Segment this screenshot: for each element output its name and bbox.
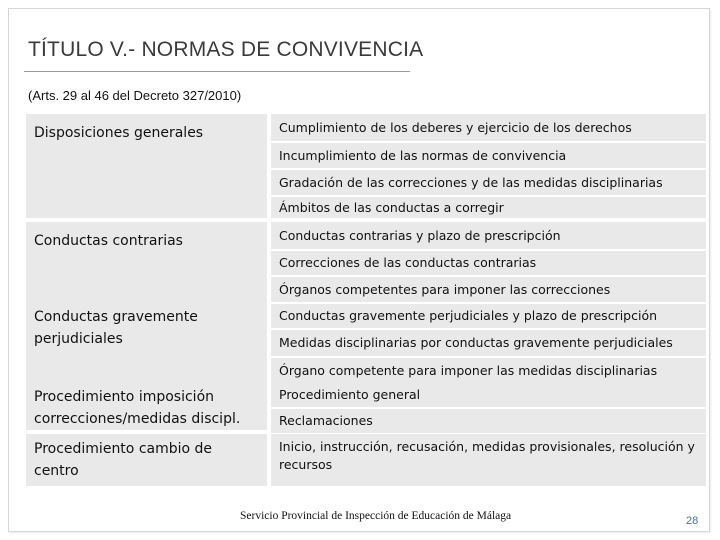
item-cell: Correcciones de las conductas contrarias xyxy=(271,251,706,275)
title-underline xyxy=(24,71,410,72)
item-cell: Procedimiento general xyxy=(271,383,706,407)
item-cell: Reclamaciones xyxy=(271,409,706,433)
convivencia-table xyxy=(26,114,706,486)
item-cell: Incumplimiento de las normas de convivencia xyxy=(271,143,706,168)
category-cell: Procedimiento imposición correcciones/medidas discipl. xyxy=(26,384,267,430)
page-subtitle: (Arts. 29 al 46 del Decreto 327/2010) xyxy=(28,88,242,103)
item-cell: Ámbitos de las conductas a corregir xyxy=(271,197,706,218)
category-cell: Conductas gravemente perjudiciales xyxy=(26,302,267,384)
item-cell: Conductas gravemente perjudiciales y plazo de prescripción xyxy=(271,304,706,328)
page-title: TÍTULO V.- NORMAS DE CONVIVENCIA xyxy=(28,38,424,61)
item-cell: Gradación de las correcciones y de las medidas disciplinarias xyxy=(271,170,706,195)
category-cell: Procedimiento cambio de centro xyxy=(26,434,267,486)
category-cell: Conductas contrarias xyxy=(26,222,267,302)
item-cell: Inicio, instrucción, recusación, medidas provisionales, resolución y recursos xyxy=(271,434,706,486)
item-cell: Conductas contrarias y plazo de prescripción xyxy=(271,222,706,249)
item-cell: Cumplimiento de los deberes y ejercicio de los derechos xyxy=(271,114,706,141)
item-cell: Medidas disciplinarias por conductas gravemente perjudiciales xyxy=(271,330,706,356)
page-number: 28 xyxy=(686,515,699,527)
category-cell: Disposiciones generales xyxy=(26,114,267,218)
footer-text: Servicio Provincial de Inspección de Educación de Málaga xyxy=(240,510,512,522)
item-cell: Órganos competentes para imponer las correcciones xyxy=(271,277,706,302)
item-cell: Órgano competente para imponer las medidas disciplinarias xyxy=(271,358,706,383)
